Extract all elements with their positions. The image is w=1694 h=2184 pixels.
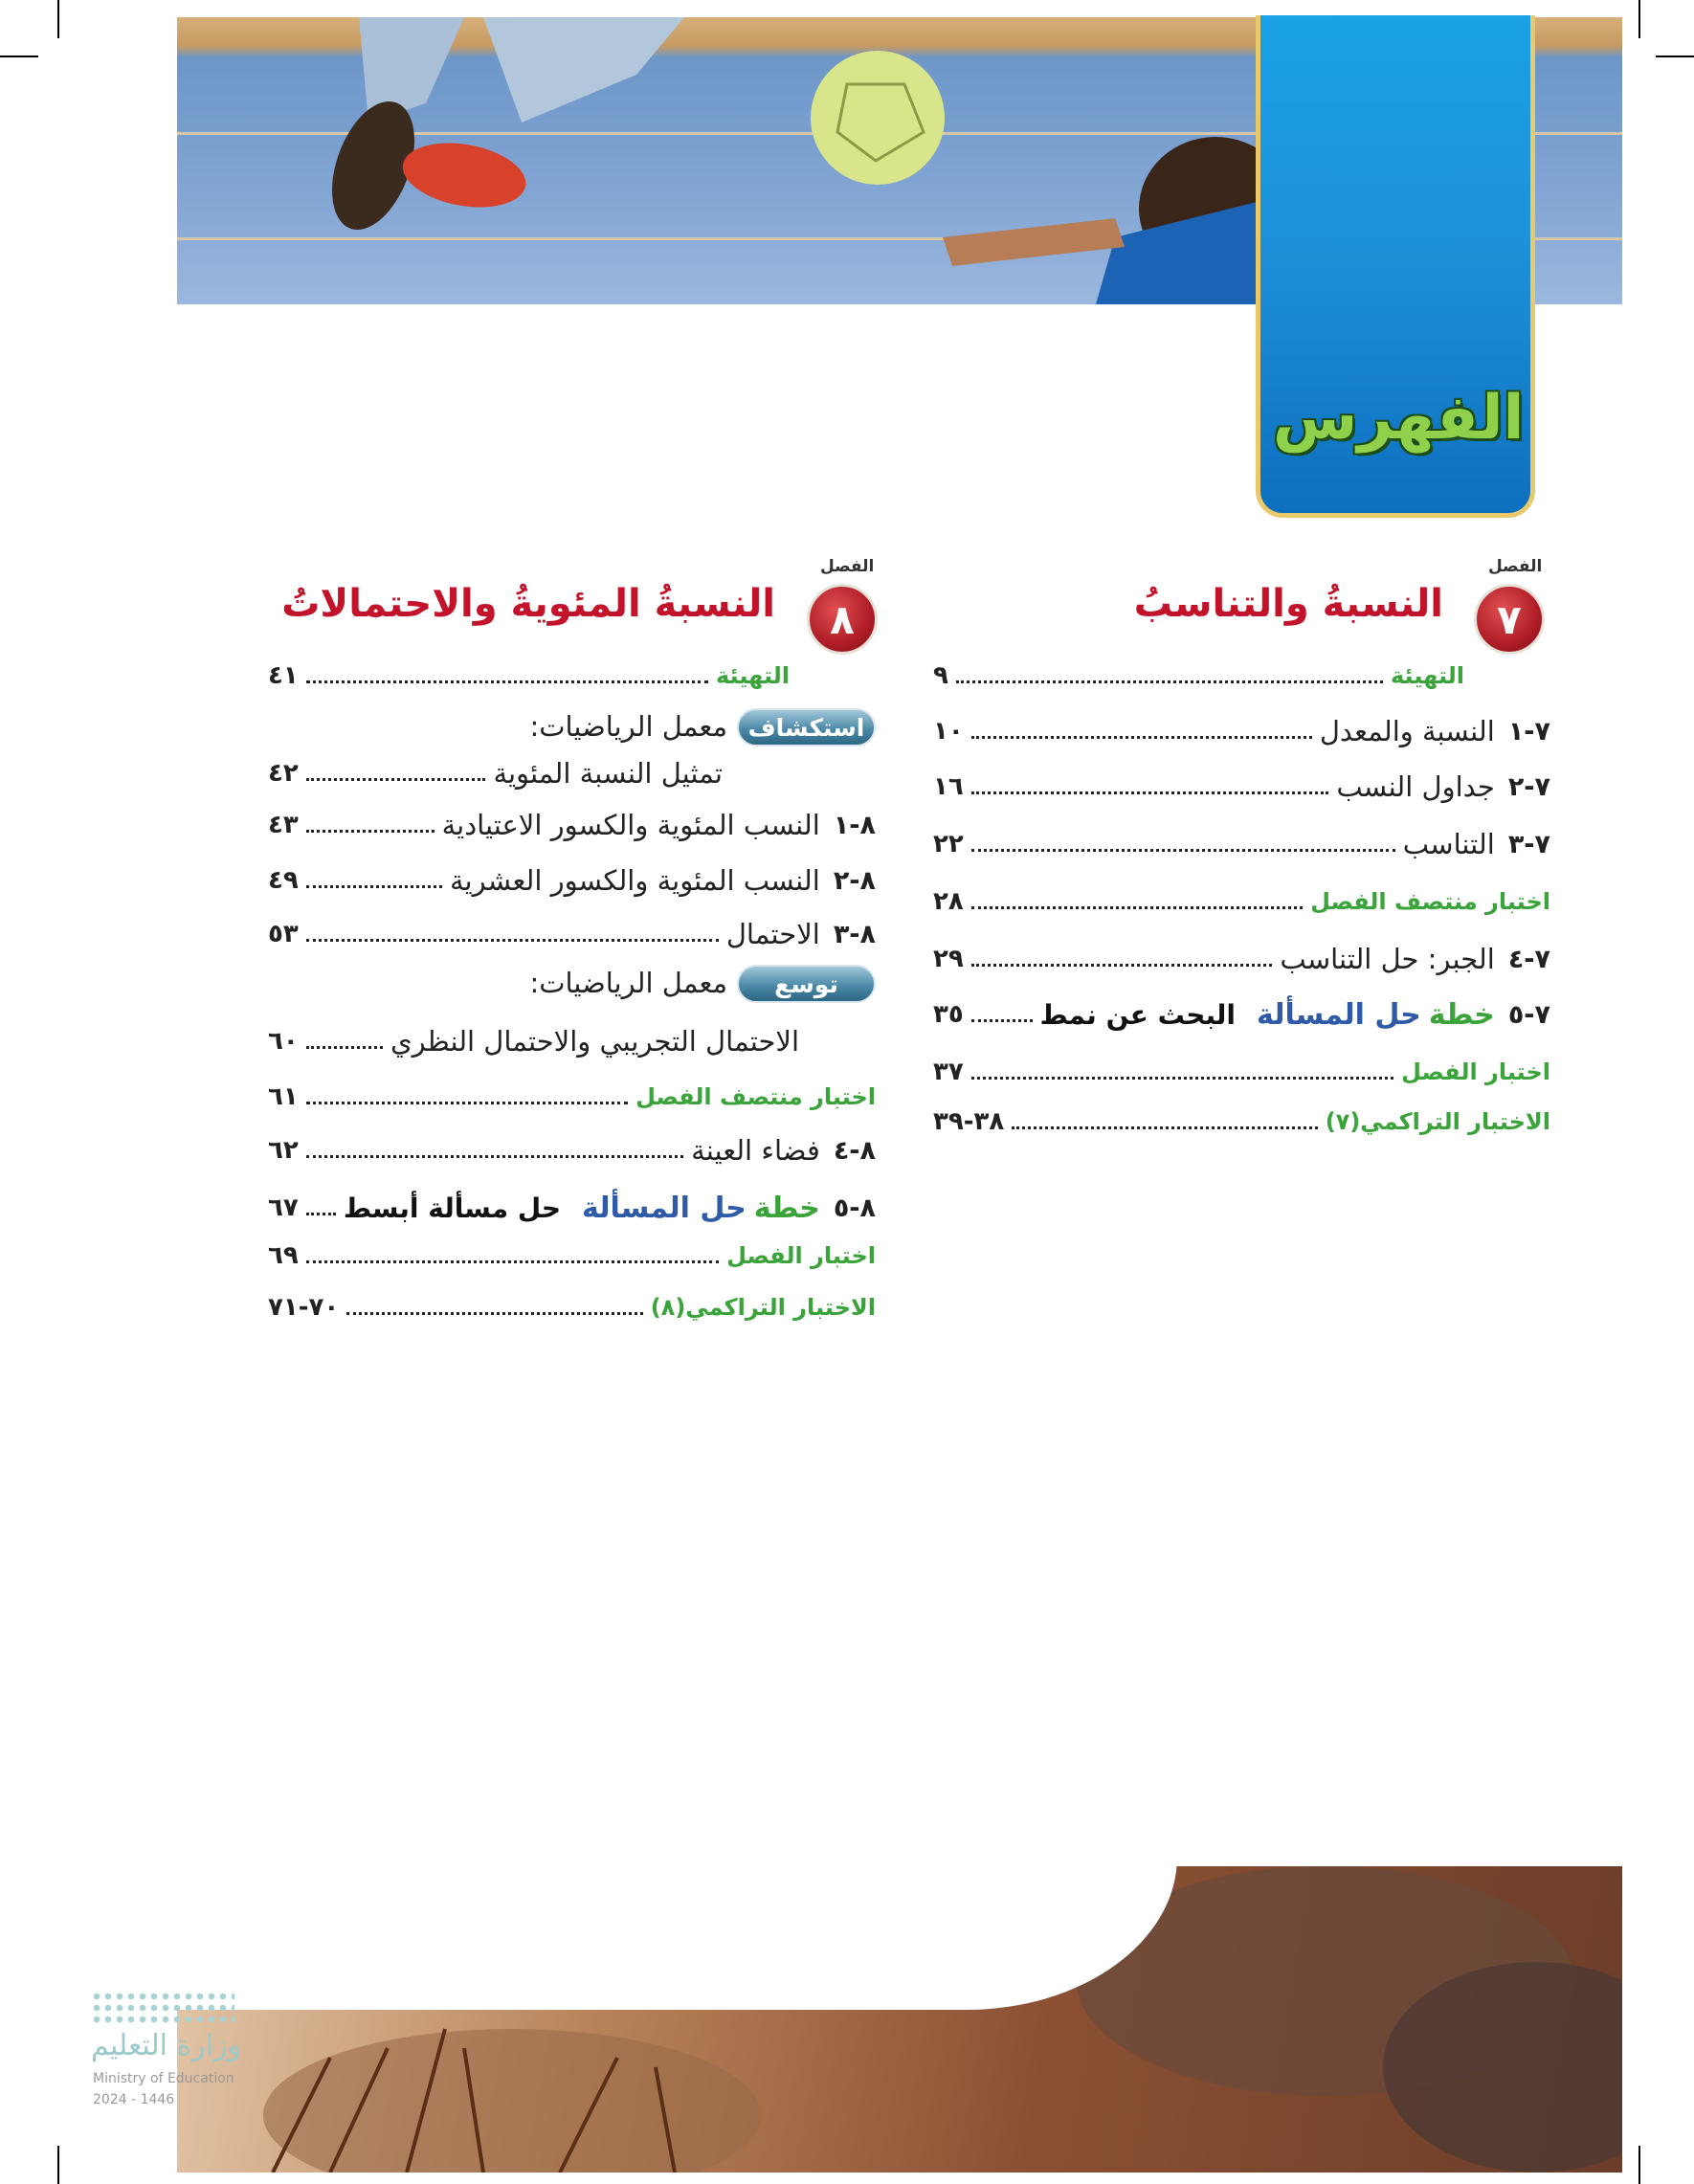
page-title: الفهرس — [1273, 383, 1525, 454]
toc-leader — [306, 668, 708, 683]
toc-label: جداول النسب — [1336, 770, 1495, 803]
crop-mark — [1638, 0, 1640, 38]
toc-row[interactable] — [268, 1187, 876, 1229]
toc-page: ٦٩ — [268, 1241, 299, 1270]
toc-row[interactable] — [268, 1076, 876, 1118]
toc-leader — [971, 1007, 1033, 1022]
toc-leader — [306, 817, 435, 833]
toc-row[interactable] — [933, 655, 1464, 697]
toc-page: ٦١ — [268, 1082, 299, 1111]
toc-page: ٢٩ — [933, 945, 964, 973]
toc-page: ٣٧ — [933, 1058, 964, 1086]
toc-page: ٤٣ — [268, 811, 299, 839]
toc-label: الجبر: حل التناسب — [1280, 943, 1495, 975]
toc-leader — [306, 1089, 628, 1104]
toc-leader — [306, 1248, 719, 1263]
crop-mark — [57, 0, 59, 38]
crop-mark — [1638, 2146, 1640, 2184]
chapter-8-label: الفصل — [820, 557, 875, 576]
toc-label: النسب المئوية والكسور الاعتيادية — [441, 809, 820, 841]
toc-page: ٣٥ — [933, 1000, 964, 1029]
toc-page: ٤١ — [268, 661, 299, 690]
toc-page: ٣٨-٣٩ — [933, 1107, 1005, 1136]
toc-label: التناسب — [1402, 828, 1495, 860]
toc-leader — [306, 1200, 336, 1215]
toc-row[interactable] — [268, 1235, 876, 1277]
toc-leader — [971, 724, 1312, 739]
toc-leader — [971, 894, 1303, 909]
toc-row[interactable] — [268, 655, 790, 697]
toc-label: اختبار منتصف الفصل — [1310, 888, 1550, 915]
chapter-7-label: الفصل — [1488, 557, 1543, 576]
toc-label: النسبة والمعدل — [1319, 715, 1495, 747]
toc-row[interactable] — [933, 1051, 1550, 1093]
psp-strategy: البحث عن نمط — [1039, 998, 1236, 1031]
toc-label: الاختبار التراكمي(٧) — [1325, 1108, 1550, 1135]
extend-lab-pill: توسع — [737, 965, 876, 1003]
toc-page: ٦٢ — [268, 1136, 299, 1165]
toc-leader — [971, 836, 1395, 852]
ministry-name-en: Ministry of Education — [93, 2071, 234, 2086]
header-curve — [177, 304, 1134, 553]
psp-plan: خطة — [753, 1191, 820, 1225]
toc-leader — [971, 951, 1273, 967]
footer-curve — [144, 1857, 1177, 2010]
toc-number: ٧-١ — [1507, 716, 1550, 747]
psp-title: حل المسألة — [1257, 997, 1421, 1032]
crop-mark — [0, 56, 38, 57]
toc-number: ٨-٣ — [833, 919, 876, 949]
toc-leader — [306, 1034, 383, 1049]
toc-row[interactable] — [933, 710, 1550, 752]
toc-row[interactable] — [933, 880, 1550, 923]
toc-row[interactable] — [933, 823, 1550, 865]
toc-page: ٦٧ — [268, 1193, 299, 1222]
toc-page: ٢٢ — [933, 830, 964, 858]
ministry-logo — [91, 1991, 321, 2025]
crop-mark — [57, 2146, 59, 2184]
psp-strategy: حل مسألة أبسط — [343, 1192, 561, 1224]
toc-number: ٧-٢ — [1507, 771, 1550, 802]
toc-number: ٨-٢ — [833, 865, 876, 896]
chapter-7-badge: ٧ — [1474, 584, 1545, 655]
toc-leader — [1012, 1114, 1317, 1129]
toc-label: اختبار منتصف الفصل — [635, 1083, 876, 1110]
toc-number: ٧-٥ — [1507, 999, 1550, 1030]
toc-page: ٤٢ — [268, 759, 299, 788]
toc-page: ٧٠-٧١ — [268, 1293, 340, 1322]
toc-label: الاحتمال — [725, 918, 820, 950]
edition-year: 2024 - 1446 — [93, 2092, 175, 2107]
toc-label: اختبار الفصل — [1401, 1059, 1550, 1085]
psp-title: حل المسألة — [582, 1191, 747, 1225]
toc-leader — [306, 766, 486, 781]
toc-page: ١٦ — [933, 772, 964, 801]
toc-page: ١٠ — [933, 717, 964, 746]
toc-label: الاختبار التراكمي(٨) — [650, 1294, 876, 1321]
logo-dots-icon — [91, 1991, 234, 2025]
toc-row[interactable] — [933, 1101, 1550, 1143]
toc-leader — [306, 1143, 683, 1158]
toc-leader — [306, 926, 719, 942]
chapter-7-title: النسبةُ والتناسبُ — [1133, 582, 1443, 626]
toc-page: ٦٠ — [268, 1027, 299, 1056]
toc-label: تمثيل النسبة المئوية — [493, 757, 723, 790]
toc-row[interactable] — [268, 913, 876, 955]
toc-number: ٧-٣ — [1507, 829, 1550, 859]
math-lab-heading: معمل الرياضيات: — [529, 967, 727, 999]
toc-label: التهيئة — [715, 662, 790, 689]
toc-label: الاحتمال التجريبي والاحتمال النظري — [390, 1025, 799, 1058]
math-lab-heading: معمل الرياضيات: — [529, 710, 727, 743]
toc-number: ٨-٥ — [833, 1192, 876, 1223]
toc-row[interactable] — [268, 1020, 799, 1062]
psp-plan: خطة — [1428, 997, 1495, 1032]
toc-row[interactable] — [933, 938, 1550, 980]
toc-number: ٨-٤ — [833, 1135, 876, 1166]
toc-label: التهيئة — [1390, 662, 1464, 689]
explore-lab-pill: استكشاف — [737, 708, 876, 747]
toc-row[interactable] — [268, 804, 876, 846]
toc-page: ٥٣ — [268, 920, 299, 948]
toc-row[interactable] — [268, 1129, 876, 1171]
toc-row[interactable] — [268, 752, 723, 794]
toc-number: ٧-٤ — [1507, 944, 1550, 974]
toc-leader — [971, 779, 1329, 794]
toc-leader — [956, 668, 1383, 683]
crop-mark — [1656, 56, 1694, 57]
toc-row[interactable] — [933, 766, 1550, 808]
toc-row[interactable] — [933, 993, 1550, 1036]
toc-label: اختبار الفصل — [726, 1242, 876, 1269]
toc-label: فضاء العينة — [691, 1134, 820, 1167]
ministry-name-ar: وزارة التعليم — [91, 2029, 242, 2062]
chapter-8-badge: ٨ — [807, 584, 878, 655]
toc-leader — [346, 1300, 642, 1315]
toc-leader — [971, 1064, 1393, 1080]
toc-leader — [306, 873, 442, 888]
toc-page: ٩ — [933, 661, 948, 690]
toc-page: ٢٨ — [933, 887, 964, 916]
toc-number: ٨-١ — [833, 810, 876, 840]
toc-row[interactable] — [268, 1286, 876, 1328]
toc-row[interactable] — [268, 859, 876, 902]
toc-label: النسب المئوية والكسور العشرية — [450, 864, 820, 897]
chapter-8-title: النسبةُ المئويةُ والاحتمالاتُ — [281, 582, 775, 626]
toc-page: ٤٩ — [268, 866, 299, 895]
